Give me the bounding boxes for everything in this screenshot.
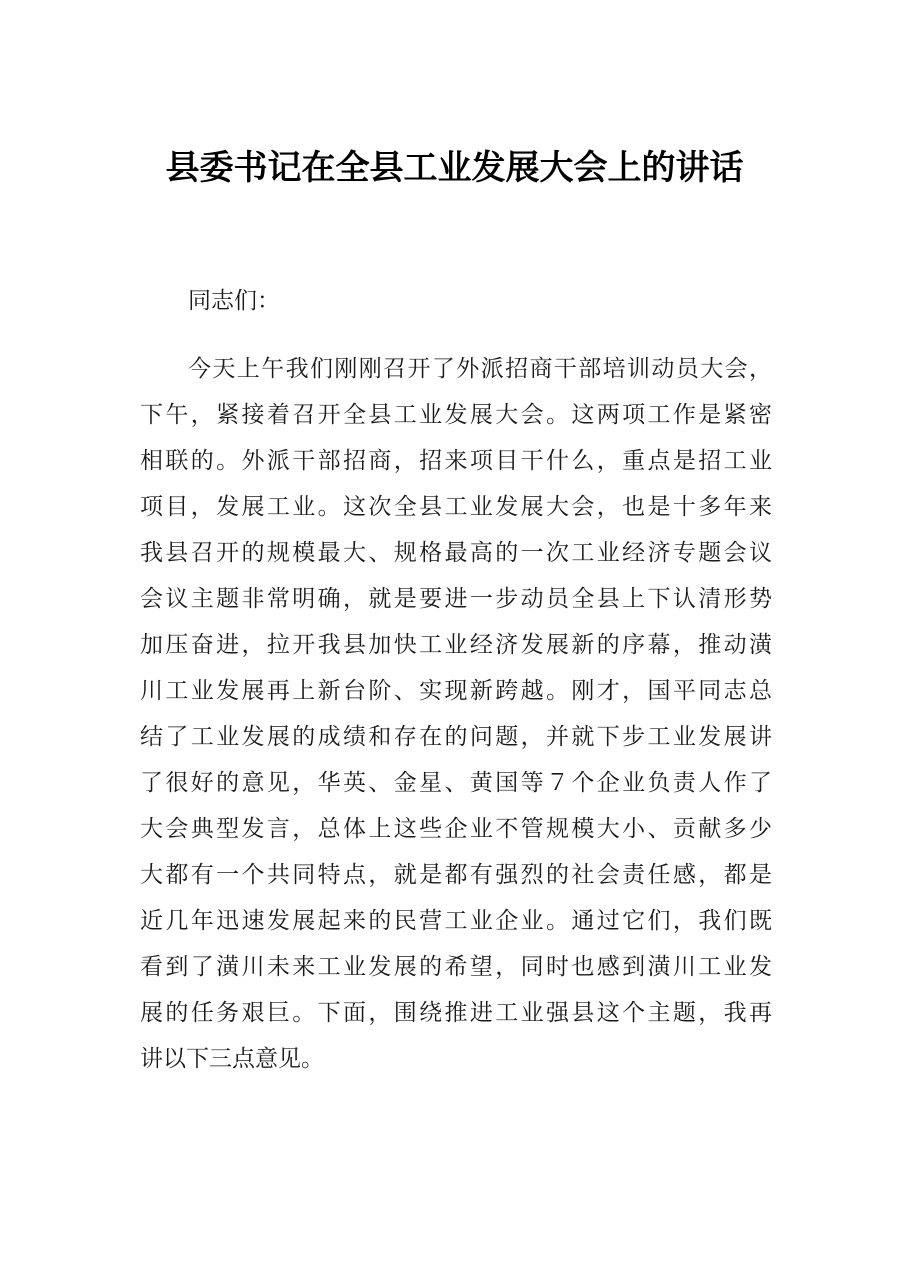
paragraph-line: 今天上午我们刚刚召开了外派招商干部培训动员大会， — [188, 356, 772, 382]
salutation: 同志们： — [188, 288, 280, 314]
paragraph-line: 下午，紧接着召开全县工业发展大会。这两项工作是紧密 — [140, 402, 772, 428]
paragraph-line: 加压奋进，拉开我县加快工业经济发展新的序幕，推动潢 — [140, 632, 772, 658]
paragraph-line: 会议主题非常明确，就是要进一步动员全县上下认清形势 — [140, 586, 772, 612]
paragraph-line: 看到了潢川未来工业发展的希望，同时也感到潢川工业发 — [140, 954, 772, 980]
body-paragraph — [140, 346, 780, 1082]
paragraph-line: 展的任务艰巨。下面，围绕推进工业强县这个主题，我再 — [140, 1000, 772, 1026]
paragraph-line: 我县召开的规模最大、规格最高的一次工业经济专题会议 — [140, 540, 772, 566]
paragraph-line: 讲以下三点意见。 — [140, 1046, 324, 1072]
paragraph-line: 近几年迅速发展起来的民营工业企业。通过它们，我们既 — [140, 908, 772, 934]
paragraph-line: 项目，发展工业。这次全县工业发展大会，也是十多年来 — [140, 494, 772, 520]
document-title: 县委书记在全县工业发展大会上的讲话 — [165, 148, 744, 188]
paragraph-line: 大都有一个共同特点，就是都有强烈的社会责任感，都是 — [140, 862, 772, 888]
paragraph-line: 川工业发展再上新台阶、实现新跨越。刚才，国平同志总 — [140, 678, 772, 704]
paragraph-line: 了很好的意见，华英、金星、黄国等７个企业负责人作了 — [140, 770, 772, 796]
paragraph-line: 结了工业发展的成绩和存在的问题，并就下步工业发展讲 — [140, 724, 772, 750]
paragraph-line: 相联的。外派干部招商，招来项目干什么，重点是招工业 — [140, 448, 772, 474]
paragraph-line: 大会典型发言，总体上这些企业不管规模大小、贡献多少 — [140, 816, 772, 842]
